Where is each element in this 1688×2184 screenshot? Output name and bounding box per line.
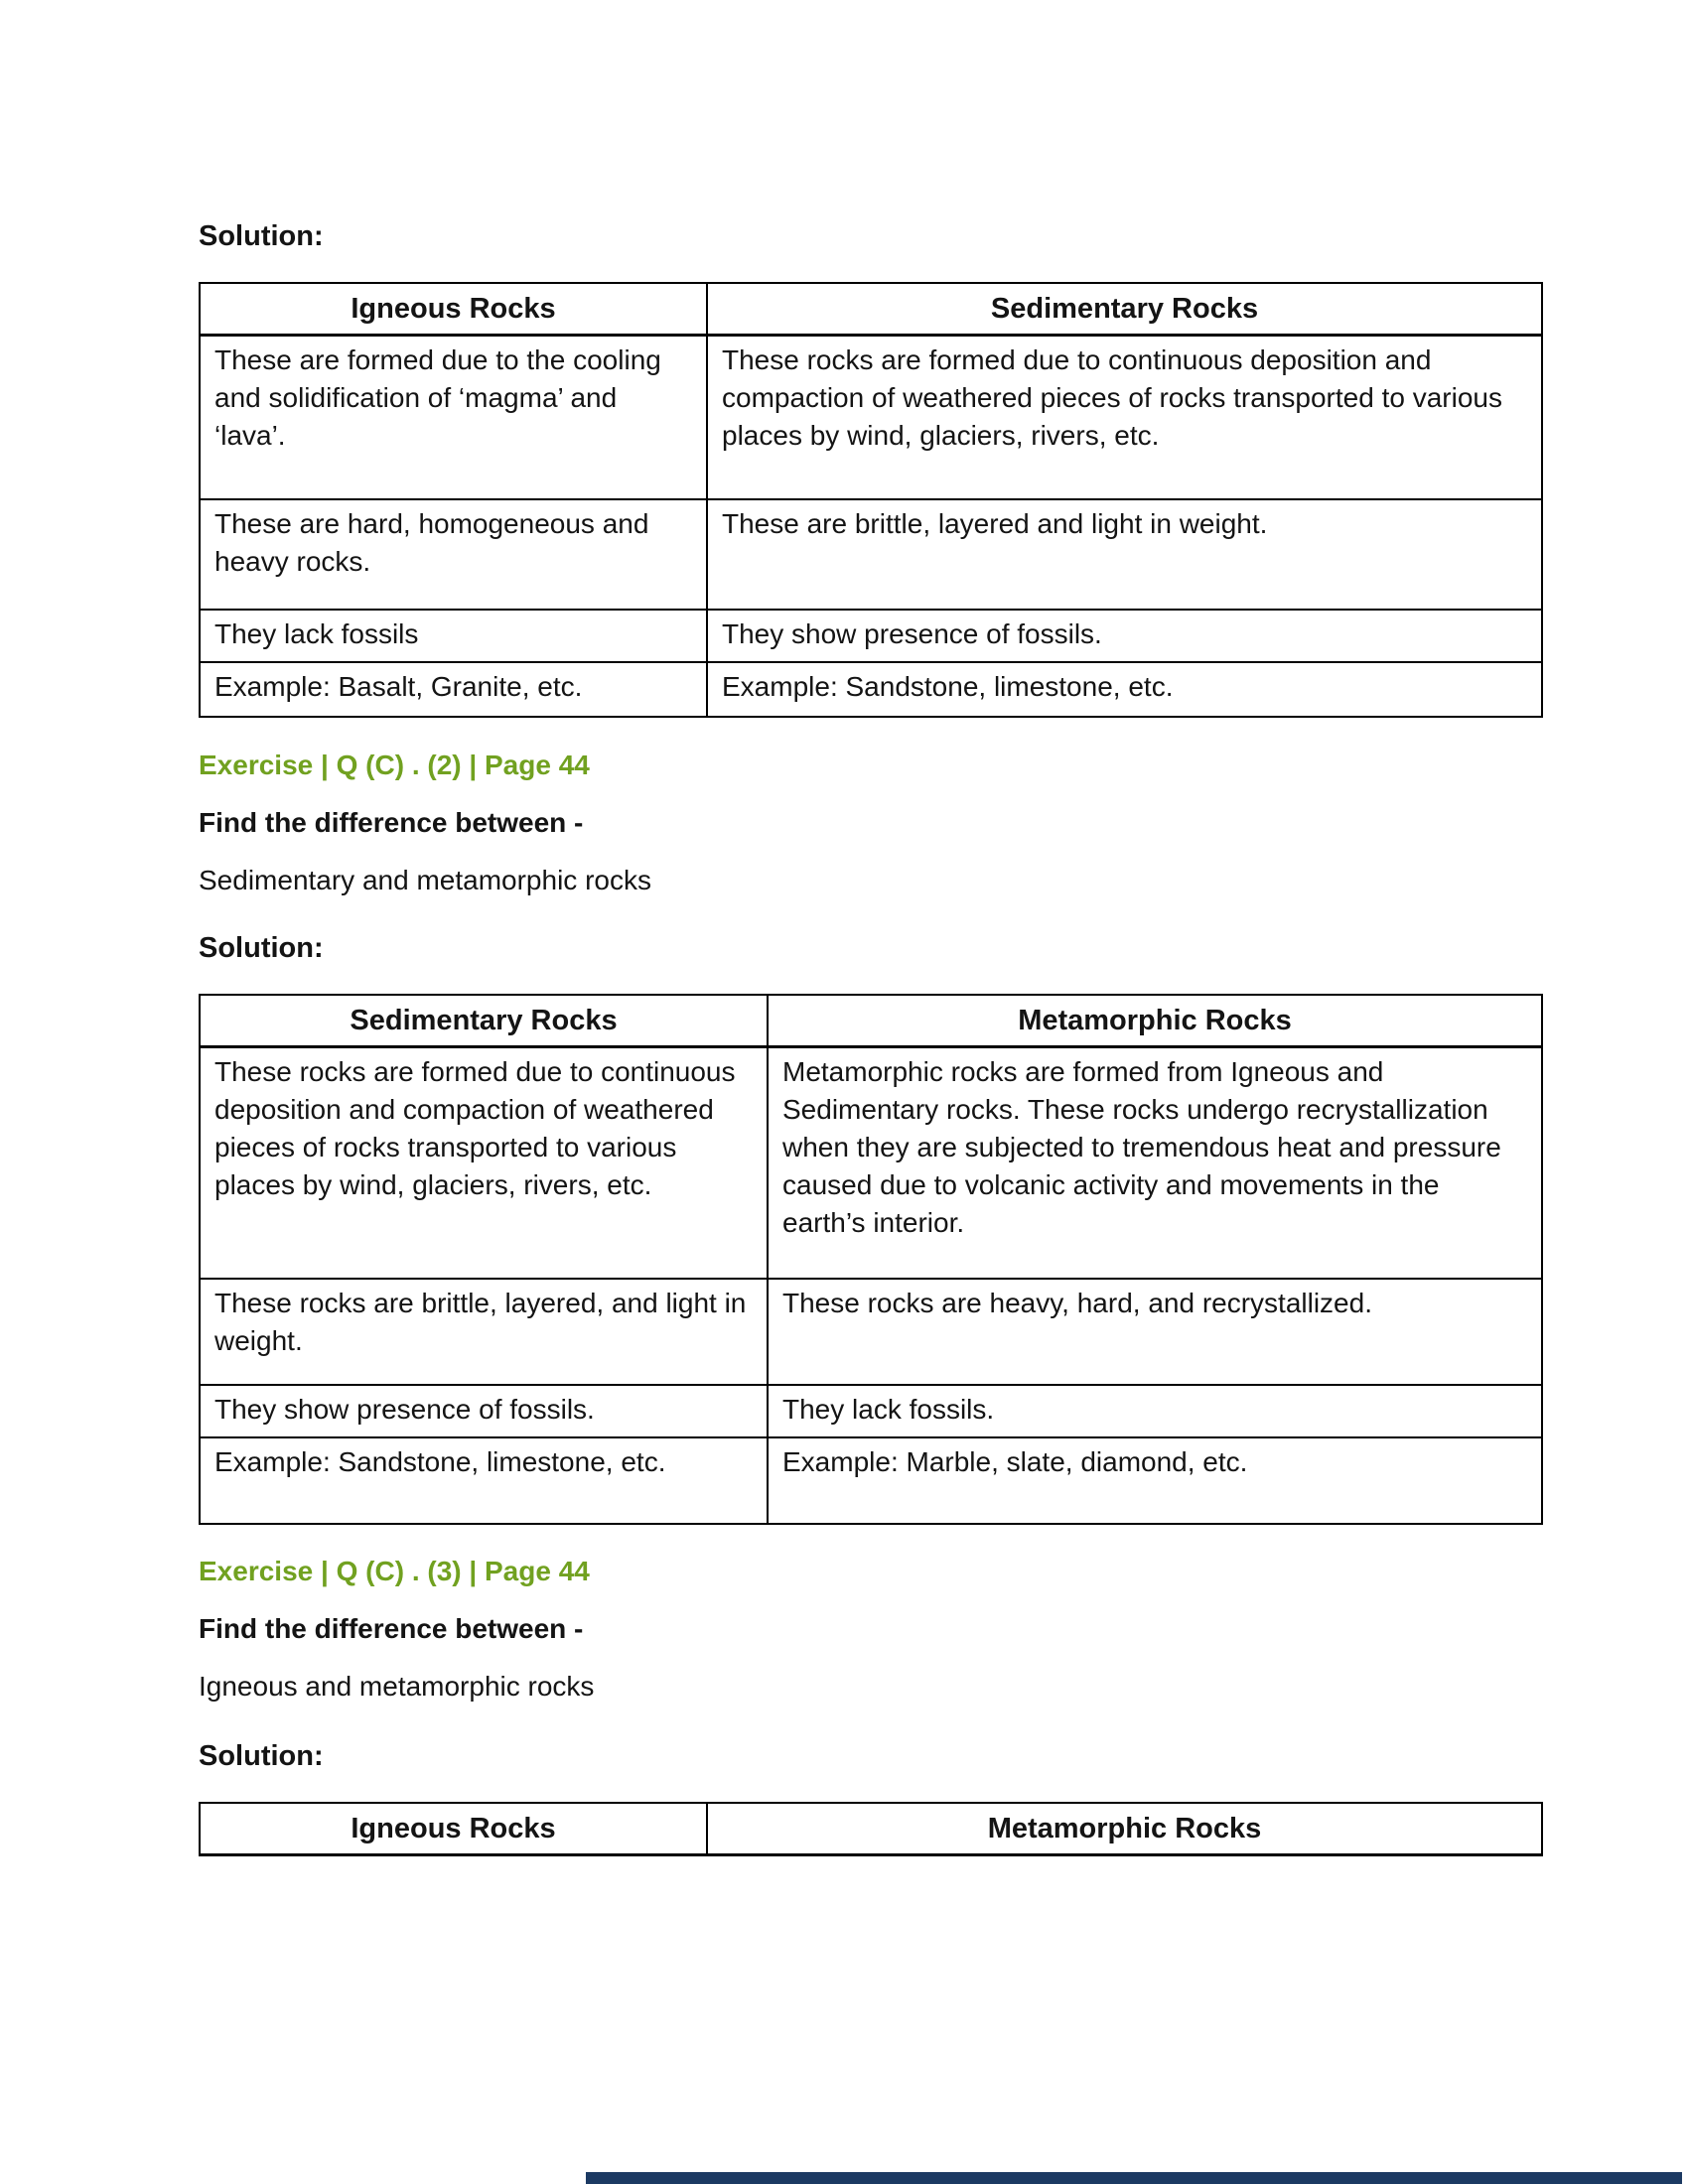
table-cell: Example: Sandstone, limestone, etc. (200, 1437, 768, 1524)
question-text-2: Sedimentary and metamorphic rocks (199, 865, 651, 895)
table-cell: Example: Sandstone, limestone, etc. (707, 662, 1542, 717)
table-cell: Example: Marble, slate, diamond, etc. (768, 1437, 1542, 1524)
question-prompt-3: Find the difference between - (199, 1613, 584, 1644)
table-row (200, 610, 1542, 662)
table-cell: These rocks are formed due to continuous deposition and compaction of weathered pieces of rocks transported to various places by wind, glaciers, rivers, etc. (200, 1047, 768, 1280)
table-cell: They lack fossils. (768, 1385, 1542, 1437)
table-header-cell: Igneous Rocks (200, 1803, 707, 1855)
table-header-cell: Metamorphic Rocks (768, 995, 1542, 1047)
table-cell: These are brittle, layered and light in weight. (707, 499, 1542, 610)
table-header-row (200, 995, 1542, 1047)
table-cell: Example: Basalt, Granite, etc. (200, 662, 707, 717)
sedimentary-metamorphic-table (199, 994, 1543, 1525)
table-row (200, 1047, 1542, 1280)
igneous-metamorphic-table (199, 1802, 1543, 1856)
table-cell: Metamorphic rocks are formed from Igneous and Sedimentary rocks. These rocks undergo recrystallization when they are subjected to tremendous heat and pressure caused due to volcanic activity and movements in the earth’s interior. (768, 1047, 1542, 1280)
table-header-cell: Metamorphic Rocks (707, 1803, 1542, 1855)
table-header-cell: Igneous Rocks (200, 283, 707, 336)
table-header-row (200, 283, 1542, 336)
content-column (199, 0, 1543, 1856)
table-row (200, 1279, 1542, 1385)
table-cell: These are hard, homogeneous and heavy rocks. (200, 499, 707, 610)
table-row (200, 662, 1542, 717)
table-row (200, 336, 1542, 500)
table-cell: They show presence of fossils. (200, 1385, 768, 1437)
table-row (200, 499, 1542, 610)
footer-bar (586, 2172, 1682, 2184)
table-row (200, 1385, 1542, 1437)
table-cell: These rocks are formed due to continuous deposition and compaction of weathered pieces of rocks transported to various places by wind, glaciers, rivers, etc. (707, 336, 1542, 500)
table-header-cell: Sedimentary Rocks (200, 995, 768, 1047)
table-header-cell: Sedimentary Rocks (707, 283, 1542, 336)
table-cell: These rocks are brittle, layered, and light in weight. (200, 1279, 768, 1385)
igneous-sedimentary-table (199, 282, 1543, 718)
table-cell: They show presence of fossils. (707, 610, 1542, 662)
table-header-row (200, 1803, 1542, 1855)
table-row (200, 1437, 1542, 1524)
table-cell: These rocks are heavy, hard, and recrystallized. (768, 1279, 1542, 1385)
table-cell: They lack fossils (200, 610, 707, 662)
solution-heading-3: Solution: (199, 1740, 324, 1772)
solution-heading-2: Solution: (199, 932, 324, 964)
solution-heading-1: Solution: (199, 220, 324, 252)
exercise-reference-2: Exercise | Q (C) . (2) | Page 44 (199, 750, 590, 780)
question-prompt-2: Find the difference between - (199, 807, 584, 838)
exercise-reference-3: Exercise | Q (C) . (3) | Page 44 (199, 1556, 590, 1586)
question-text-3: Igneous and metamorphic rocks (199, 1671, 595, 1702)
table-cell: These are formed due to the cooling and solidification of ‘magma’ and ‘lava’. (200, 336, 707, 500)
